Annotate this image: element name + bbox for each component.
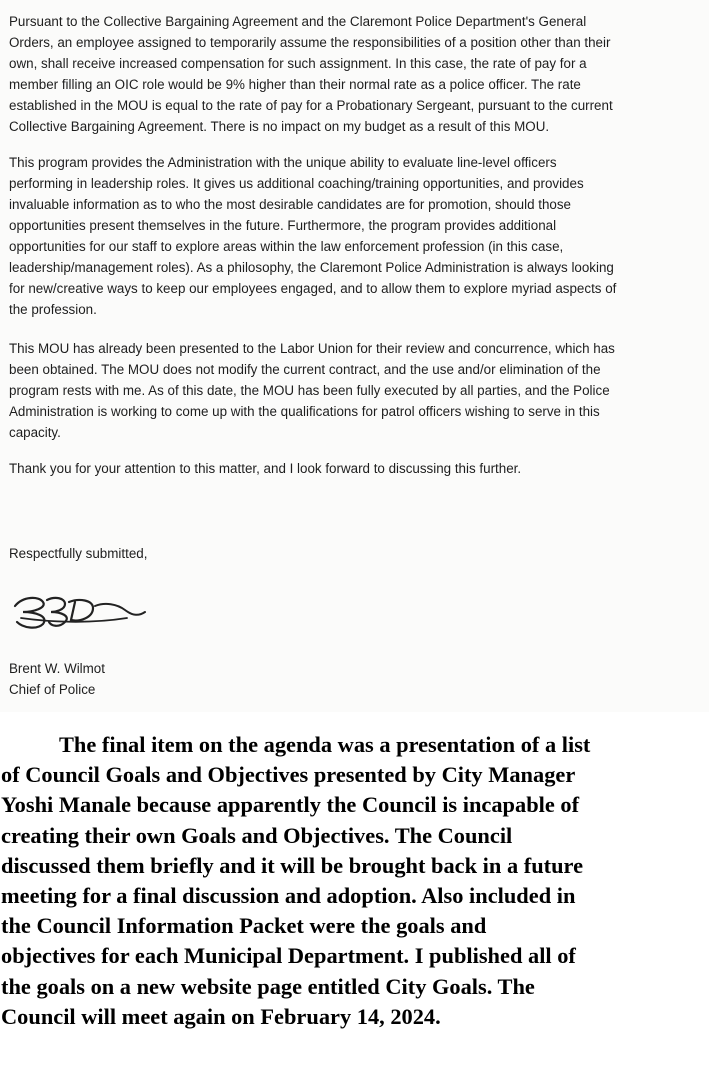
text-line: opportunities for our staff to explore areas within the law enforcement profession (in this case,: [9, 239, 564, 254]
text-line: member filling an OIC role would be 9% higher than their normal rate as a police officer. The rate: [9, 77, 581, 92]
signature-block: [9, 658, 703, 700]
text-line: Pursuant to the Collective Bargaining Agreement and the Claremont Police Department's General: [9, 14, 587, 29]
article-text: [0, 712, 709, 1080]
text-line: Collective Bargaining Agreement. There is no impact on my budget as a result of this MOU.: [9, 119, 550, 134]
letter-paragraph-mou: [9, 338, 703, 443]
text-line: established in the MOU is equal to the rate of pay for a Probationary Sergeant, pursuant to the current: [9, 98, 613, 113]
text-line: capacity.: [9, 425, 61, 440]
text-line: the profession.: [9, 302, 97, 317]
signer-name: Brent W. Wilmot: [9, 661, 105, 676]
article-paragraph: [1, 730, 590, 1032]
text-line: Council will meet again on February 14, 2024.: [1, 1003, 441, 1029]
text-line: been obtained. The MOU does not modify the current contract, and the use and/or elimination of the: [9, 362, 601, 377]
text-line: Yoshi Manale because apparently the Council is incapable of: [1, 792, 580, 818]
text-line: meeting for a final discussion and adoption. Also included in: [1, 883, 576, 909]
signature-image: [9, 588, 149, 638]
text-line: for new/creative ways to keep our employees engaged, and to allow them to explore myriad aspects of: [9, 281, 617, 296]
text-line: performing in leadership roles. It gives us additional coaching/training opportunities, and provides: [9, 176, 584, 191]
text-line: discussed them briefly and it will be brought back in a future: [1, 852, 584, 878]
text-line: This program provides the Administration with the unique ability to evaluate line-level officers: [9, 155, 557, 170]
text-line: Orders, an employee assigned to temporarily assume the responsibilities of a position other than their: [9, 35, 611, 50]
letter-paragraph-compensation: [9, 11, 703, 137]
text-line: the goals on a new website page entitled City Goals. The: [1, 973, 535, 999]
text-line: program rests with me. As of this date, the MOU has been fully executed by all parties, and the Police: [9, 383, 610, 398]
text-line: leadership/management roles). As a philosophy, the Claremont Police Administration is always looking: [9, 260, 614, 275]
text-line: Thank you for your attention to this matter, and I look forward to discussing this further.: [9, 461, 522, 476]
signer-title: Chief of Police: [9, 682, 96, 697]
letter-paragraph-program: [9, 152, 703, 320]
letter-closing: [9, 543, 703, 564]
text-line: This MOU has already been presented to the Labor Union for their review and concurrence, which has: [9, 341, 615, 356]
text-line: The final item on the agenda was a presentation of a list: [59, 732, 591, 757]
text-line: creating their own Goals and Objectives. The Council: [1, 822, 513, 848]
text-line: the Council Information Packet were the goals and: [1, 913, 487, 939]
text-line: opportunities present themselves in the future. Furthermore, the program provides additional: [9, 218, 557, 233]
text-line: of Council Goals and Objectives presented by City Manager: [1, 762, 576, 788]
text-line: objectives for each Municipal Department. I published all of: [1, 943, 576, 969]
letter-paragraph-thanks: [9, 458, 703, 479]
closing-text: Respectfully submitted,: [9, 546, 148, 561]
text-line: Administration is working to come up with the qualifications for patrol officers wishing to serve in this: [9, 404, 600, 419]
text-line: own, shall receive increased compensation for such assignment. In this case, the rate of pay for a: [9, 56, 587, 71]
text-line: invaluable information as to who the most desirable candidates are for promotion, should those: [9, 197, 571, 212]
